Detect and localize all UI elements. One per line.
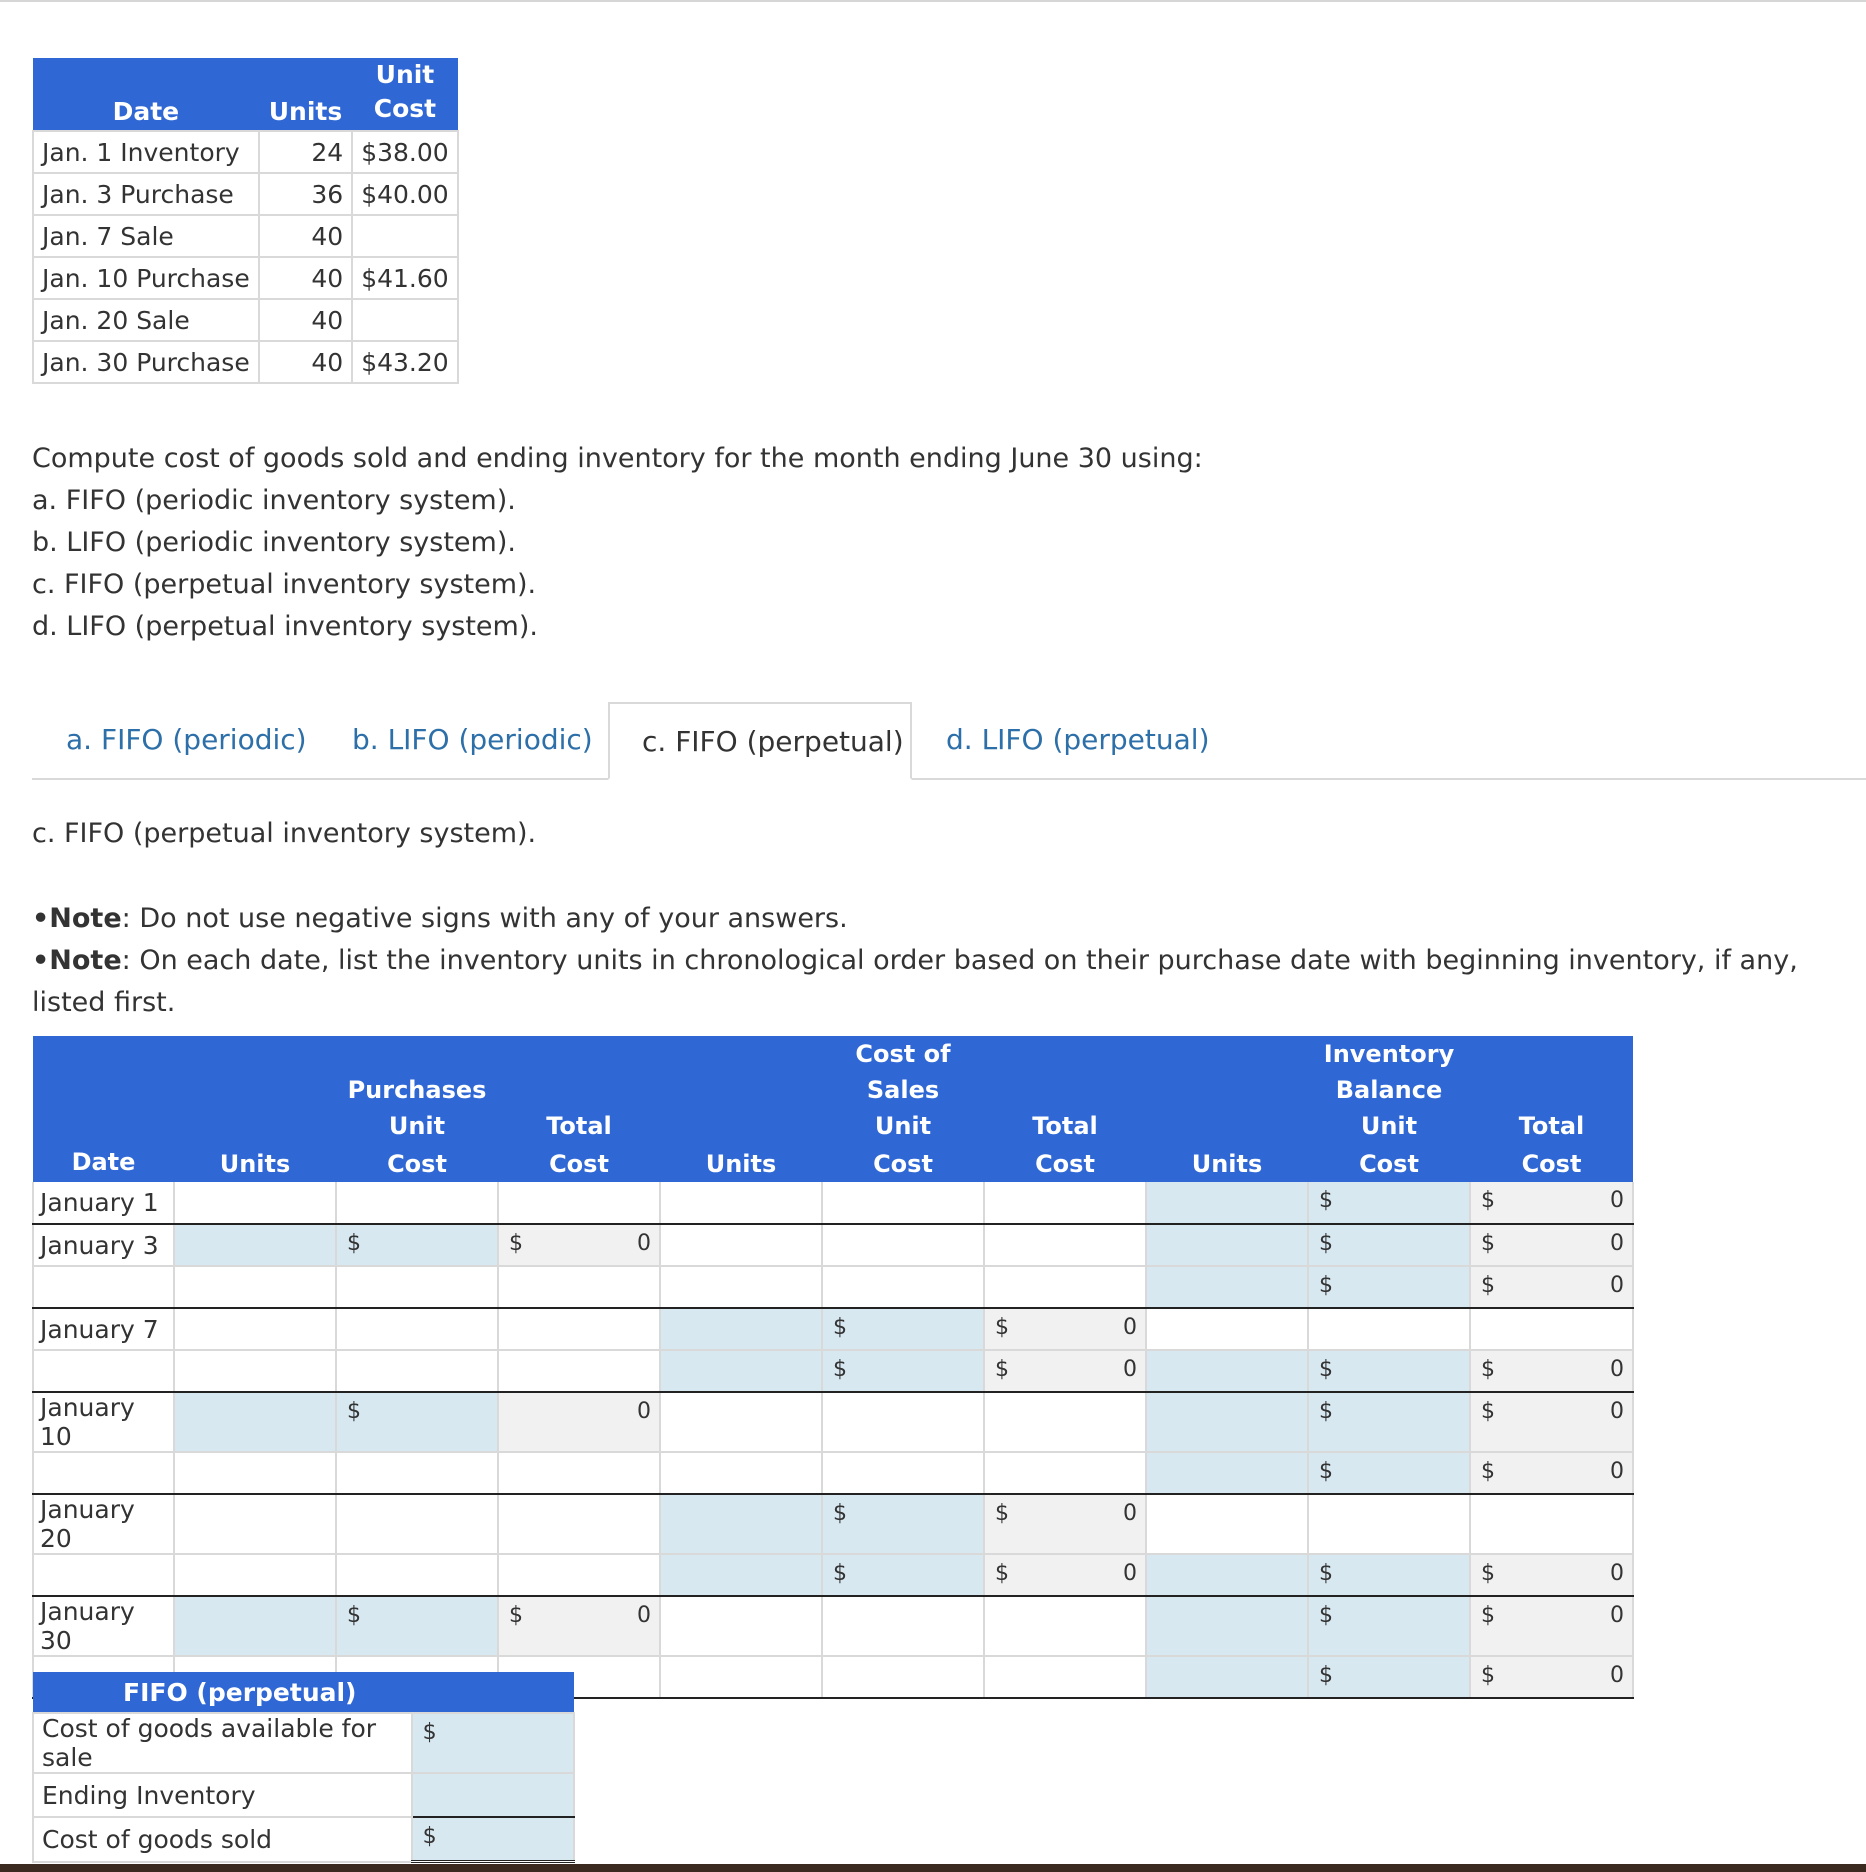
row-date: January 3 [33, 1224, 174, 1266]
balance-total-cost: $ 0 [1470, 1656, 1633, 1698]
balance-total-cost: $ 0 [1470, 1350, 1633, 1392]
col-balance-units: Units [1146, 1144, 1308, 1182]
notes [32, 898, 1866, 1024]
col-date: Date [33, 1144, 174, 1182]
purchase-total-cost: 0 [498, 1392, 660, 1452]
balance-units-input[interactable] [1146, 1554, 1308, 1596]
purchase-units-input[interactable] [174, 1224, 336, 1266]
balance-total-cost: $ 0 [1470, 1224, 1633, 1266]
instruction-item: c. FIFO (perpetual inventory system). [32, 569, 537, 600]
table-row [33, 1494, 1633, 1554]
cost-available-input[interactable]: $ [412, 1713, 574, 1773]
col-sales-unit-cost: Cost [822, 1144, 984, 1182]
table-row [33, 1266, 1633, 1308]
row-date: January 30 [33, 1596, 174, 1656]
tab-fifo-perpetual[interactable]: c. FIFO (perpetual) [608, 702, 912, 780]
col-header-units: Units [259, 58, 353, 131]
table-row [33, 1224, 1633, 1266]
summary-row [33, 1713, 574, 1773]
col-sales-total-cost: Cost [984, 1144, 1146, 1182]
sales-total-cost: $ 0 [984, 1554, 1146, 1596]
balance-total-cost: $ 0 [1470, 1182, 1633, 1224]
purchase-total-cost: $ 0 [498, 1596, 660, 1656]
table-row [33, 1596, 1633, 1656]
balance-total-cost: $ 0 [1470, 1596, 1633, 1656]
balance-unit-cost-input[interactable]: $ [1308, 1350, 1470, 1392]
purchase-unit-cost-input[interactable]: $ [336, 1392, 498, 1452]
col-purchase-units: Units [174, 1144, 336, 1182]
balance-total-cost: $ 0 [1470, 1452, 1633, 1494]
table-row [33, 1308, 1633, 1350]
instructions-intro: Compute cost of goods sold and ending inventory for the month ending June 30 using: [32, 443, 1203, 474]
balance-units-input[interactable] [1146, 1350, 1308, 1392]
tab-lifo-periodic[interactable]: b. LIFO (periodic) [352, 723, 593, 756]
summary-label: Ending Inventory [33, 1773, 412, 1817]
balance-units-input[interactable] [1146, 1266, 1308, 1308]
balance-units-input[interactable] [1146, 1596, 1308, 1656]
balance-total-cost: $ 0 [1470, 1392, 1633, 1452]
tab-bar [32, 702, 1866, 780]
balance-total-cost: $ 0 [1470, 1266, 1633, 1308]
row-date: January 20 [33, 1494, 174, 1554]
sales-unit-cost-input[interactable]: $ [822, 1494, 984, 1554]
balance-unit-cost-input[interactable]: $ [1308, 1392, 1470, 1452]
section-title: c. FIFO (perpetual inventory system). [32, 818, 537, 849]
fifo-perpetual-table: Purchases Cost of Sales Inventory Balance Unit Total Unit Total Unit Total Date Units Cost Cost Units Cost Cost Units Cost Cost January 1 $ $ 0 January 3 $ $ 0 $ $ 0 $ $ 0 January 7 $ $ 0 $ $ 0 $ $ 0 January 10 $ 0 $ $ 0 $ $ 0 January 20 $ $ 0 $ $ 0 $ $ 0 January 30 $ $ 0 $ $ 0 $ $ 0 [32, 1036, 1634, 1699]
col-purchase-unit-cost: Cost [336, 1144, 498, 1182]
balance-unit-cost-input[interactable]: $ [1308, 1596, 1470, 1656]
sales-units-input[interactable] [660, 1308, 822, 1350]
balance-unit-cost-input[interactable]: $ [1308, 1656, 1470, 1698]
balance-units-input[interactable] [1146, 1224, 1308, 1266]
header-cost-of-sales: Cost of Sales [822, 1036, 984, 1108]
note-line: •Note: Do not use negative signs with any of your answers. [32, 903, 848, 934]
summary-table [32, 1672, 575, 1863]
data-row: Jan. 30 Purchase 40 $43.20 [33, 341, 458, 383]
data-table [32, 58, 459, 384]
balance-total-cost: $ 0 [1470, 1554, 1633, 1596]
sales-units-input[interactable] [660, 1554, 822, 1596]
balance-units-input[interactable] [1146, 1452, 1308, 1494]
purchase-units-input[interactable] [174, 1596, 336, 1656]
col-header-date: Date [33, 58, 259, 131]
sales-units-input[interactable] [660, 1494, 822, 1554]
table-row [33, 1350, 1633, 1392]
col-purchase-total-cost: Cost [498, 1144, 660, 1182]
col-balance-unit-cost: Cost [1308, 1144, 1470, 1182]
instruction-item: b. LIFO (periodic inventory system). [32, 527, 516, 558]
instruction-item: d. LIFO (perpetual inventory system). [32, 611, 538, 642]
row-date: January 10 [33, 1392, 174, 1452]
sales-unit-cost-input[interactable]: $ [822, 1350, 984, 1392]
header-purchases: Purchases [336, 1036, 498, 1108]
summary-row [33, 1817, 574, 1862]
header-inventory-balance: Inventory Balance [1308, 1036, 1470, 1108]
col-sales-units: Units [660, 1144, 822, 1182]
top-divider [0, 0, 1866, 2]
balance-units-input[interactable] [1146, 1182, 1308, 1224]
summary-label: Cost of goods available for sale [33, 1713, 412, 1773]
sales-total-cost: $ 0 [984, 1494, 1146, 1554]
cost-of-goods-sold-input[interactable]: $ [412, 1817, 574, 1862]
sales-total-cost: $ 0 [984, 1308, 1146, 1350]
summary-label: Cost of goods sold [33, 1817, 412, 1862]
data-row: Jan. 1 Inventory 24 $38.00 [33, 131, 458, 173]
balance-units-input[interactable] [1146, 1392, 1308, 1452]
balance-unit-cost-input[interactable]: $ [1308, 1266, 1470, 1308]
purchase-unit-cost-input[interactable]: $ [336, 1224, 498, 1266]
row-date: January 1 [33, 1182, 174, 1224]
balance-units-input[interactable] [1146, 1656, 1308, 1698]
data-row: Jan. 3 Purchase 36 $40.00 [33, 173, 458, 215]
balance-unit-cost-input[interactable]: $ [1308, 1554, 1470, 1596]
bottom-bar [0, 1864, 1866, 1872]
note-line: •Note: On each date, list the inventory units in chronological order based on their purchase date with beginning inventory, if any, listed first. [32, 945, 1798, 1018]
summary-title: FIFO (perpetual) [33, 1672, 574, 1713]
tab-lifo-perpetual[interactable]: d. LIFO (perpetual) [946, 723, 1210, 756]
instructions [32, 438, 1203, 648]
sales-unit-cost-input[interactable]: $ [822, 1308, 984, 1350]
col-balance-total-cost: Cost [1470, 1144, 1633, 1182]
sales-units-input[interactable] [660, 1350, 822, 1392]
table-row [33, 1554, 1633, 1596]
table-row [33, 1452, 1633, 1494]
col-header-unit-cost: Unit Cost [352, 58, 457, 131]
balance-unit-cost-input[interactable]: $ [1308, 1224, 1470, 1266]
purchase-total-cost: $ 0 [498, 1224, 660, 1266]
data-row: Jan. 20 Sale 40 [33, 299, 458, 341]
data-row: Jan. 10 Purchase 40 $41.60 [33, 257, 458, 299]
sales-unit-cost-input[interactable]: $ [822, 1554, 984, 1596]
balance-unit-cost-input[interactable]: $ [1308, 1452, 1470, 1494]
row-date: January 7 [33, 1308, 174, 1350]
purchase-units-input[interactable] [174, 1392, 336, 1452]
purchase-unit-cost-input[interactable]: $ [336, 1596, 498, 1656]
data-row: Jan. 7 Sale 40 [33, 215, 458, 257]
sales-total-cost: $ 0 [984, 1350, 1146, 1392]
balance-unit-cost-input[interactable]: $ [1308, 1182, 1470, 1224]
table-row [33, 1392, 1633, 1452]
instruction-item: a. FIFO (periodic inventory system). [32, 485, 516, 516]
summary-row [33, 1773, 574, 1817]
ending-inventory-input[interactable] [412, 1773, 574, 1817]
tab-fifo-periodic[interactable]: a. FIFO (periodic) [66, 723, 307, 756]
table-row [33, 1182, 1633, 1224]
